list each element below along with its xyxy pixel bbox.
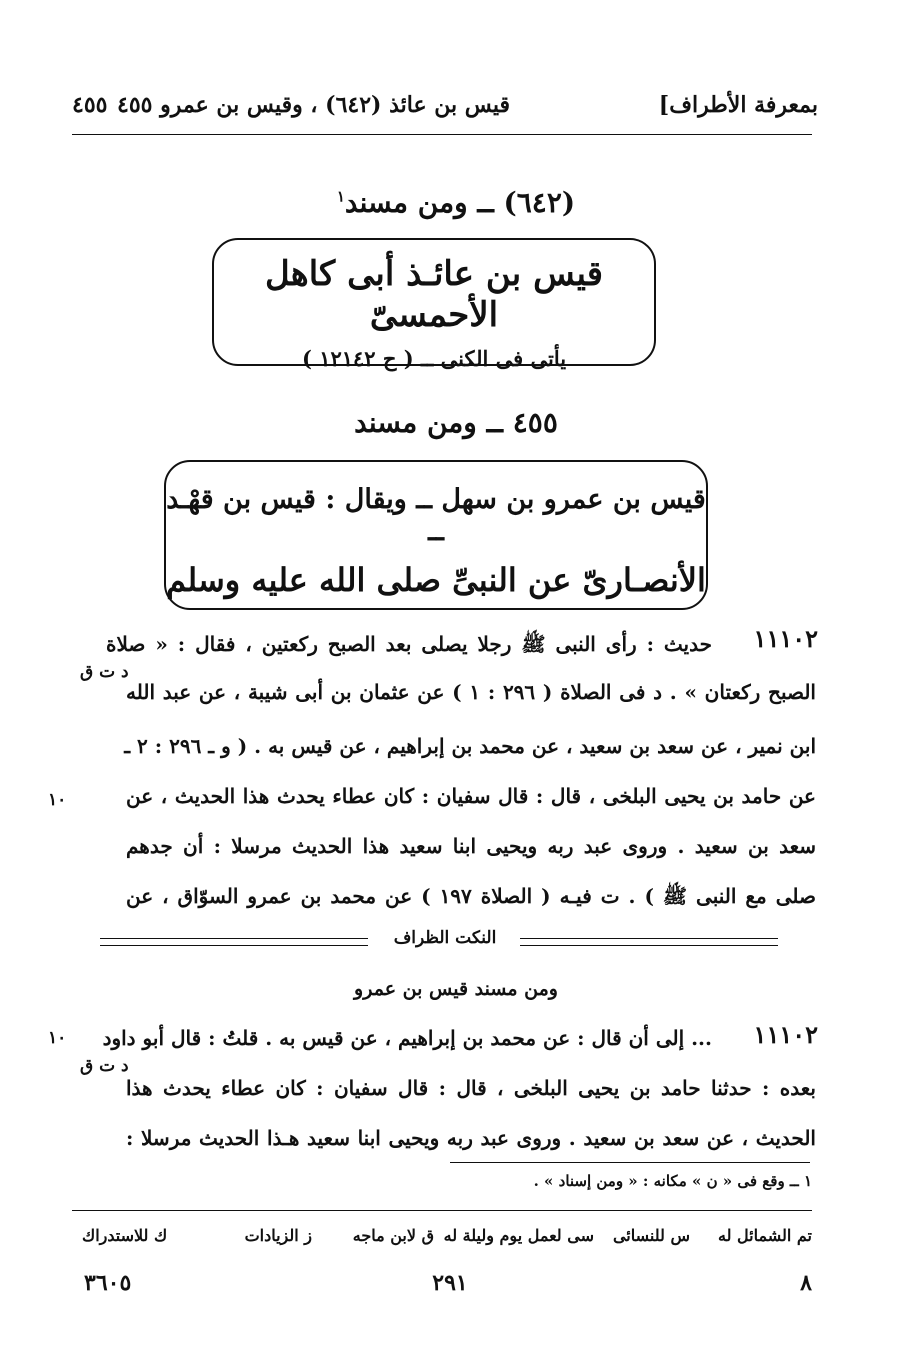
hadith-line: حديث : رأى النبى ﷺ رجلا يصلى بعد الصبح ركعتين ، فقال : « صلاة — [106, 632, 712, 656]
header-center-title: قيس بن عائذ (٦٤٢) ، وقيس بن عمرو ٤٥٥ — [117, 92, 510, 118]
legend-item: ز الزيادات — [244, 1226, 312, 1245]
nukat-number: ١١١٠٢ — [753, 1020, 818, 1049]
nukat-divider-right — [520, 938, 778, 946]
section1-title — [0, 186, 912, 219]
footnote: ١ ــ وقع فى « ن » مكانه : « ومن إسناد » . — [533, 1172, 812, 1190]
section1-box-name: قيس بن عائـذ أبى كاهل الأحمسىّ — [265, 254, 603, 335]
footnote-rule — [450, 1162, 810, 1163]
legend-item: ك للاستدراك — [82, 1226, 168, 1245]
header-page-section: ٤٥٥ — [72, 92, 108, 118]
section2-box-line1: قيس بن عمرو بن سهل ــ ويقال : قيس بن قهْـد ــ — [166, 484, 706, 548]
nukat-label: النكت الظراف — [393, 928, 497, 948]
legend-item: س للنسائى — [612, 1226, 690, 1245]
header-rule — [72, 134, 812, 135]
header-right-title: بمعرفة الأطراف] — [658, 92, 818, 118]
hadith-line: الصبح ركعتان » . د فى الصلاة ( ٢٩٦ : ١ ) عن عثمان بن أبى شيبة ، عن عبد الله — [126, 680, 816, 704]
nukat-margin-number: ١٠ — [48, 1028, 67, 1048]
hadith-margin-code: د ت ق — [80, 662, 129, 682]
hadith-margin-number: ١٠ — [48, 790, 67, 810]
footer-volume-number: ٨ — [800, 1270, 812, 1296]
hadith-line: ابن نمير ، عن سعد بن سعيد ، عن محمد بن إبراهيم ، عن قيس به . ( و ـ ٢٩٦ : ٢ ـ — [124, 734, 816, 758]
section1-footnote-mark: ١ — [336, 187, 345, 206]
section2-box — [164, 460, 708, 610]
nukat-line: الحديث ، عن سعد بن سعيد . وروى عبد ربه ويحيى ابنا سعيد هـذا الحديث مرسلا : — [126, 1126, 816, 1150]
hadith-line: عن حامد بن يحيى البلخى ، قال : قال سفيان : كان عطاء يحدث هذا الحديث ، عن — [126, 784, 816, 808]
section2-title: ٤٥٥ ــ ومن مسند — [354, 406, 558, 439]
section2-box-line2: الأنصـارىّ عن النبىِّ صلى الله عليه وسلم — [166, 560, 706, 599]
footer-left-number: ٣٦٠٥ — [84, 1270, 132, 1296]
hadith-line: صلى مع النبى ﷺ ) . ت فيـه ( الصلاة ١٩٧ ) عن محمد بن عمرو السوّاق ، عن — [126, 884, 816, 908]
legend-rule — [72, 1210, 812, 1211]
nukat-subtitle: ومن مسند قيس بن عمرو — [354, 978, 558, 1000]
section1-title-text: (٦٤٢) ــ ومن مسند — [344, 186, 576, 219]
nukat-line: ... إلى أن قال : عن محمد بن إبراهيم ، عن قيس به . قلتُ : قال أبو داود — [102, 1026, 712, 1050]
section1-box-note: يأتى فى الكنى ــ ( ح ١٢١٤٢ ) — [301, 345, 567, 371]
nukat-divider-left — [100, 938, 368, 946]
hadith-number: ١١١٠٢ — [753, 624, 818, 653]
nukat-margin-code: د ت ق — [80, 1056, 129, 1076]
legend-item: تم الشمائل له — [718, 1226, 812, 1245]
footer-page-number: ٢٩١ — [432, 1270, 468, 1296]
legend-item: سى لعمل يوم وليلة له — [443, 1226, 594, 1245]
legend-item: ق لابن ماجه — [352, 1226, 434, 1245]
nukat-line: بعده : حدثنا حامد بن يحيى البلخى ، قال : قال سفيان : كان عطاء يحدث هذا — [126, 1076, 816, 1100]
section1-box — [212, 238, 656, 371]
hadith-line: سعد بن سعيد . وروى عبد ربه ويحيى ابنا سعيد هذا الحديث مرسلا : أن جدهم — [126, 834, 816, 858]
